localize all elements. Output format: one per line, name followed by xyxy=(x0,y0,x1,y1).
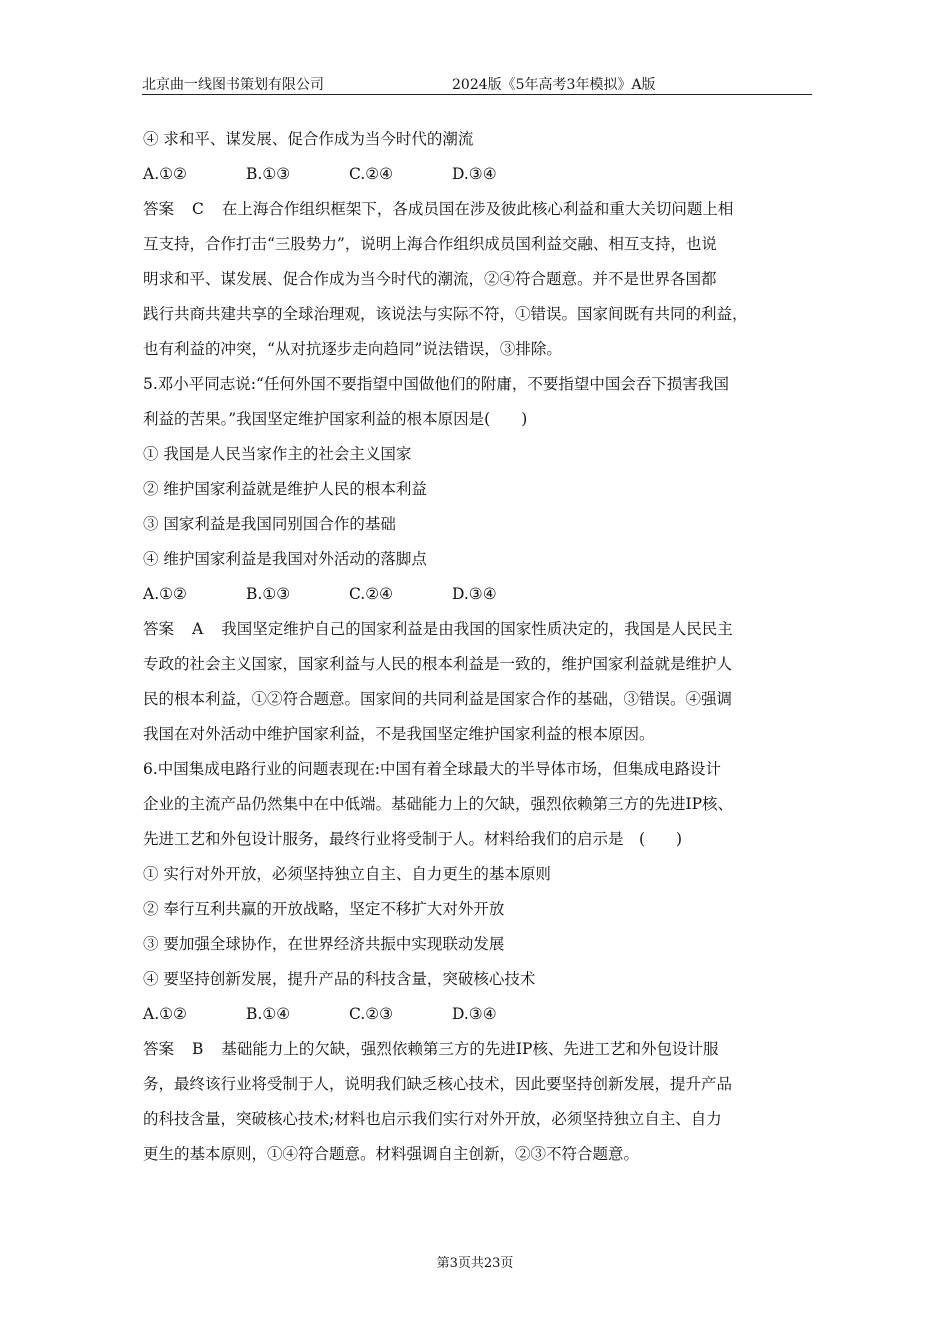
q4-options xyxy=(143,157,823,192)
q5-item-3: ③ 国家利益是我国同别国合作的基础 xyxy=(143,515,396,533)
q6-stem-line: 先进工艺和外包设计服务，最终行业将受制于人。材料给我们的启示是 ( ) xyxy=(143,830,683,848)
q4-answer-line: 践行共商共建共享的全球治理观，该说法与实际不符，①错误。国家间既有共同的利益， xyxy=(143,305,748,323)
q6-item-2: ② 奉行互利共赢的开放战略，坚定不移扩大对外开放 xyxy=(143,900,505,918)
q4-option-c: C.②④ xyxy=(349,165,394,183)
q6-option-c: C.②③ xyxy=(349,1005,394,1023)
q4-answer-line: 也有利益的冲突，“从对抗逐步走向趋同”说法错误，③排除。 xyxy=(143,340,562,358)
q5-option-c: C.②④ xyxy=(349,585,394,603)
q6-option-d: D.③④ xyxy=(452,1005,497,1023)
q6-stem-line: 企业的主流产品仍然集中在中低端。基础能力上的欠缺，强烈依赖第三方的先进IP核、 xyxy=(143,795,734,813)
answer-letter: C xyxy=(192,200,204,218)
answer-text: 我国坚定维护自己的国家利益是由我国的国家性质决定的，我国是人民民主 xyxy=(221,620,733,638)
book-title: 2024版《5年高考3年模拟》A版 xyxy=(452,77,656,93)
answer-label: 答案 xyxy=(143,200,175,218)
q4-answer-line: 互支持，合作打击“三股势力”，说明上海合作组织成员国利益交融、相互支持，也说 xyxy=(143,235,717,253)
q5-item-1: ① 我国是人民当家作主的社会主义国家 xyxy=(143,445,412,463)
q5-option-a: A.①② xyxy=(143,585,187,603)
q4-answer-line-1 xyxy=(143,192,823,227)
q6-item-1: ① 实行对外开放，必须坚持独立自主、自力更生的基本原则 xyxy=(143,865,551,883)
answer-text: 基础能力上的欠缺，强烈依赖第三方的先进IP核、先进工艺和外包设计服 xyxy=(221,1040,719,1058)
q5-answer-line: 专政的社会主义国家，国家利益与人民的根本利益是一致的，维护国家利益就是维护人 xyxy=(143,655,733,673)
q4-answer-line: 明求和平、谋发展、促合作成为当今时代的潮流，②④符合题意。并不是世界各国都 xyxy=(143,270,717,288)
q6-option-a: A.①② xyxy=(143,1005,187,1023)
q6-item-3: ③ 要加强全球协作，在世界经济共振中实现联动发展 xyxy=(143,935,505,953)
q5-option-d: D.③④ xyxy=(452,585,497,603)
page-header xyxy=(142,70,812,95)
q5-stem-line: 5.邓小平同志说:“任何外国不要指望中国做他们的附庸，不要指望中国会吞下损害我国 xyxy=(143,375,729,393)
answer-label: 答案 xyxy=(143,620,175,638)
q6-item-4: ④ 要坚持创新发展，提升产品的科技含量，突破核心技术 xyxy=(143,970,536,988)
q4-option-b: B.①③ xyxy=(246,165,291,183)
q6-answer-line: 更生的基本原则，①④符合题意。材料强调自主创新，②③不符合题意。 xyxy=(143,1145,640,1163)
q6-answer-line: 的科技含量，突破核心技术;材料也启示我们实行对外开放，必须坚持独立自主、自力 xyxy=(143,1110,722,1128)
q6-options xyxy=(143,997,823,1032)
q6-stem-line: 6.中国集成电路行业的问题表现在:中国有着全球最大的半导体市场，但集成电路设计 xyxy=(143,760,722,778)
q5-options xyxy=(143,577,823,612)
q5-option-b: B.①③ xyxy=(246,585,291,603)
q6-answer-line-1 xyxy=(143,1032,823,1067)
q5-stem-line: 利益的苦果。”我国坚定维护国家利益的根本原因是( ) xyxy=(143,410,528,428)
answer-label: 答案 xyxy=(143,1040,175,1058)
q5-item-4: ④ 维护国家利益是我国对外活动的落脚点 xyxy=(143,550,427,568)
q4-option-d: D.③④ xyxy=(452,165,497,183)
q5-answer-line: 我国在对外活动中维护国家利益，不是我国坚定维护国家利益的根本原因。 xyxy=(143,725,655,743)
answer-letter: B xyxy=(192,1040,204,1058)
answer-letter: A xyxy=(192,620,204,638)
q6-option-b: B.①④ xyxy=(246,1005,291,1023)
page-number: 第3页共23页 xyxy=(436,1256,514,1271)
q4-item-4: ④ 求和平、谋发展、促合作成为当今时代的潮流 xyxy=(143,130,474,148)
q6-answer-line: 务，最终该行业将受制于人，说明我们缺乏核心技术，因此要坚持创新发展，提升产品 xyxy=(143,1075,733,1093)
answer-text: 在上海合作组织框架下，各成员国在涉及彼此核心利益和重大关切问题上相 xyxy=(221,200,734,218)
q5-item-2: ② 维护国家利益就是维护人民的根本利益 xyxy=(143,480,427,498)
q5-answer-line: 民的根本利益，①②符合题意。国家间的共同利益是国家合作的基础，③错误。④强调 xyxy=(143,690,733,708)
q5-answer-line-1 xyxy=(143,612,823,647)
q4-option-a: A.①② xyxy=(143,165,187,183)
publisher-name: 北京曲一线图书策划有限公司 xyxy=(142,77,324,93)
page-content xyxy=(143,122,823,1172)
